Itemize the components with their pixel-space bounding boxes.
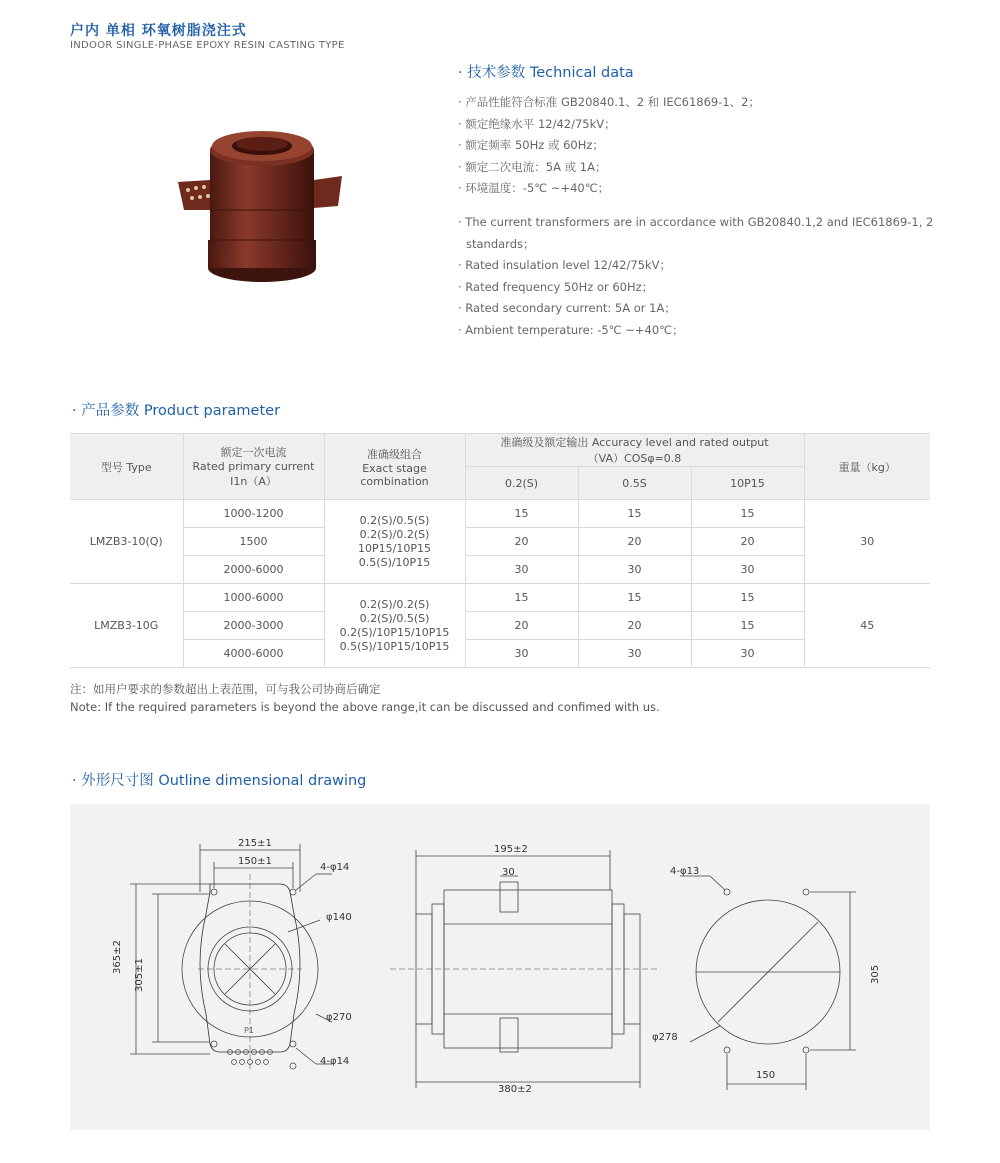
front-view <box>130 844 332 1069</box>
note-cn: 注：如用户要求的参数超出上表范围，可与我公司协商后确定 <box>70 682 381 696</box>
value-cell: 15 <box>578 584 691 612</box>
value-cell: 20 <box>465 528 578 556</box>
spec-line: · Rated frequency 50Hz or 60Hz； <box>458 279 654 294</box>
technical-data-title: · 技术参数 Technical data <box>458 65 634 81</box>
spec-line: · 产品性能符合标准 GB20840.1、2 和 IEC61869-1、2； <box>458 95 761 109</box>
current-cell: 2000-6000 <box>183 556 324 584</box>
table-row <box>70 528 930 556</box>
mount-view <box>680 876 856 1090</box>
spec-line: · 额定二次电流：5A 或 1A； <box>458 159 607 174</box>
combo-line: 10P15/10P15 <box>358 541 431 555</box>
weight-cell: 45 <box>804 584 930 668</box>
combo-line: 0.2(S)/0.2(S) <box>359 597 430 611</box>
spec-line: standards； <box>466 236 535 251</box>
value-cell: 30 <box>465 556 578 584</box>
value-cell: 15 <box>465 584 578 612</box>
p1-mark: P1 <box>244 1026 254 1035</box>
table-row <box>70 640 930 668</box>
header-type: 型号 Type <box>70 434 183 500</box>
outline-drawing-panel <box>70 804 930 1130</box>
header-sub-10p15: 10P15 <box>691 467 804 500</box>
current-cell: 1500 <box>183 528 324 556</box>
value-cell: 15 <box>465 500 578 528</box>
dim-380: 380±2 <box>498 1084 532 1095</box>
value-cell: 30 <box>578 556 691 584</box>
combo-line: 0.5(S)/10P15 <box>358 555 431 569</box>
value-cell: 30 <box>691 640 804 668</box>
combo-line: 0.2(S)/0.5(S) <box>359 513 430 527</box>
header-stage-en2: combination <box>360 474 429 488</box>
header-stage-en1: Exact stage <box>362 461 427 475</box>
combo-line: 0.2(S)/0.5(S) <box>359 611 430 625</box>
value-cell: 15 <box>578 500 691 528</box>
combo-cell <box>324 500 465 584</box>
dia-270-label: φ270 <box>326 1012 352 1023</box>
table-row <box>70 500 930 528</box>
combo-line: 0.5(S)/10P15/10P15 <box>339 639 450 653</box>
header-stage <box>324 434 465 500</box>
model-cell: LMZB3-10G <box>70 584 183 668</box>
combo-cell <box>324 584 465 668</box>
spec-line: · 环境温度：-5℃ ~+40℃； <box>458 181 610 195</box>
value-cell: 15 <box>691 500 804 528</box>
page-title-en: INDOOR SINGLE-PHASE EPOXY RESIN CASTING TYPE <box>70 40 345 51</box>
table-row <box>70 612 930 640</box>
current-cell: 4000-6000 <box>183 640 324 668</box>
combo-line: 0.2(S)/10P15/10P15 <box>339 625 450 639</box>
dim-305-front: 305±1 <box>134 958 145 992</box>
header-current-unit: I1n（A） <box>230 475 277 488</box>
dim-150-mount: 150 <box>756 1070 776 1081</box>
holes-bottom-label: 4-φ14 <box>320 1056 350 1067</box>
technical-en-list <box>458 212 933 341</box>
header-stage-cn: 准确级组合 <box>367 447 422 461</box>
value-cell: 15 <box>691 584 804 612</box>
weight-cell: 30 <box>804 500 930 584</box>
table-row <box>70 556 930 584</box>
current-cell: 1000-1200 <box>183 500 324 528</box>
value-cell: 30 <box>691 556 804 584</box>
current-cell: 2000-3000 <box>183 612 324 640</box>
dim-195: 195±2 <box>494 844 528 855</box>
dim-305-mount: 305 <box>870 964 881 984</box>
current-cell: 1000-6000 <box>183 584 324 612</box>
header-sub-05s: 0.5S <box>578 467 691 500</box>
table-row <box>70 584 930 612</box>
technical-cn-list <box>458 92 760 200</box>
model-cell: LMZB3-10(Q) <box>70 500 183 584</box>
value-cell: 20 <box>578 528 691 556</box>
dim-215: 215±1 <box>238 838 272 849</box>
dia-140-label: φ140 <box>326 912 352 923</box>
value-cell: 30 <box>465 640 578 668</box>
spec-line: · Rated secondary current: 5A or 1A； <box>458 301 676 315</box>
header-accuracy <box>465 434 804 467</box>
dim-30: 30 <box>502 867 515 878</box>
value-cell: 20 <box>691 528 804 556</box>
parameter-table-wrap <box>70 433 930 668</box>
spec-line: · 额定频率 50Hz 或 60Hz； <box>458 138 604 152</box>
dia-278-label: φ278 <box>652 1032 678 1043</box>
header-current-en: Rated primary current <box>192 460 315 473</box>
value-cell: 15 <box>691 612 804 640</box>
header-current <box>183 434 324 500</box>
header-weight: 重量（kg） <box>804 434 930 500</box>
spec-line: · 额定绝缘水平 12/42/75kV； <box>458 116 616 131</box>
spec-line: · Rated insulation level 12/42/75kV； <box>458 258 672 272</box>
header-current-cn: 额定一次电流 <box>220 446 287 459</box>
side-view <box>390 850 660 1088</box>
value-cell: 30 <box>578 640 691 668</box>
header-accuracy-line2: （VA）COSφ=0.8 <box>587 452 682 465</box>
spec-line: · Ambient temperature: -5℃ ~+40℃； <box>458 322 684 337</box>
page-title-cn: 户内 单相 环氧树脂浇注式 <box>70 23 247 39</box>
product-photo <box>170 120 350 295</box>
combo-line: 0.2(S)/0.2(S) <box>359 527 430 541</box>
value-cell: 20 <box>465 612 578 640</box>
holes-top-label: 4-φ14 <box>320 862 350 873</box>
mount-holes-label: 4-φ13 <box>670 866 700 877</box>
header-accuracy-line1: 准确级及额定输出 Accuracy level and rated output <box>500 436 769 449</box>
dim-365: 365±2 <box>112 940 123 974</box>
dim-150: 150±1 <box>238 856 272 867</box>
note-en: Note: If the required parameters is beyond the above range,it can be discussed and confimed with us. <box>70 700 660 714</box>
header-sub-02s: 0.2(S) <box>465 467 578 500</box>
outline-drawing-title: · 外形尺寸图 Outline dimensional drawing <box>72 773 367 789</box>
spec-line: · The current transformers are in accordance with GB20840.1,2 and IEC61869-1, 2 <box>458 215 934 229</box>
product-parameter-title: · 产品参数 Product parameter <box>72 403 281 419</box>
value-cell: 20 <box>578 612 691 640</box>
parameter-table <box>70 433 930 668</box>
